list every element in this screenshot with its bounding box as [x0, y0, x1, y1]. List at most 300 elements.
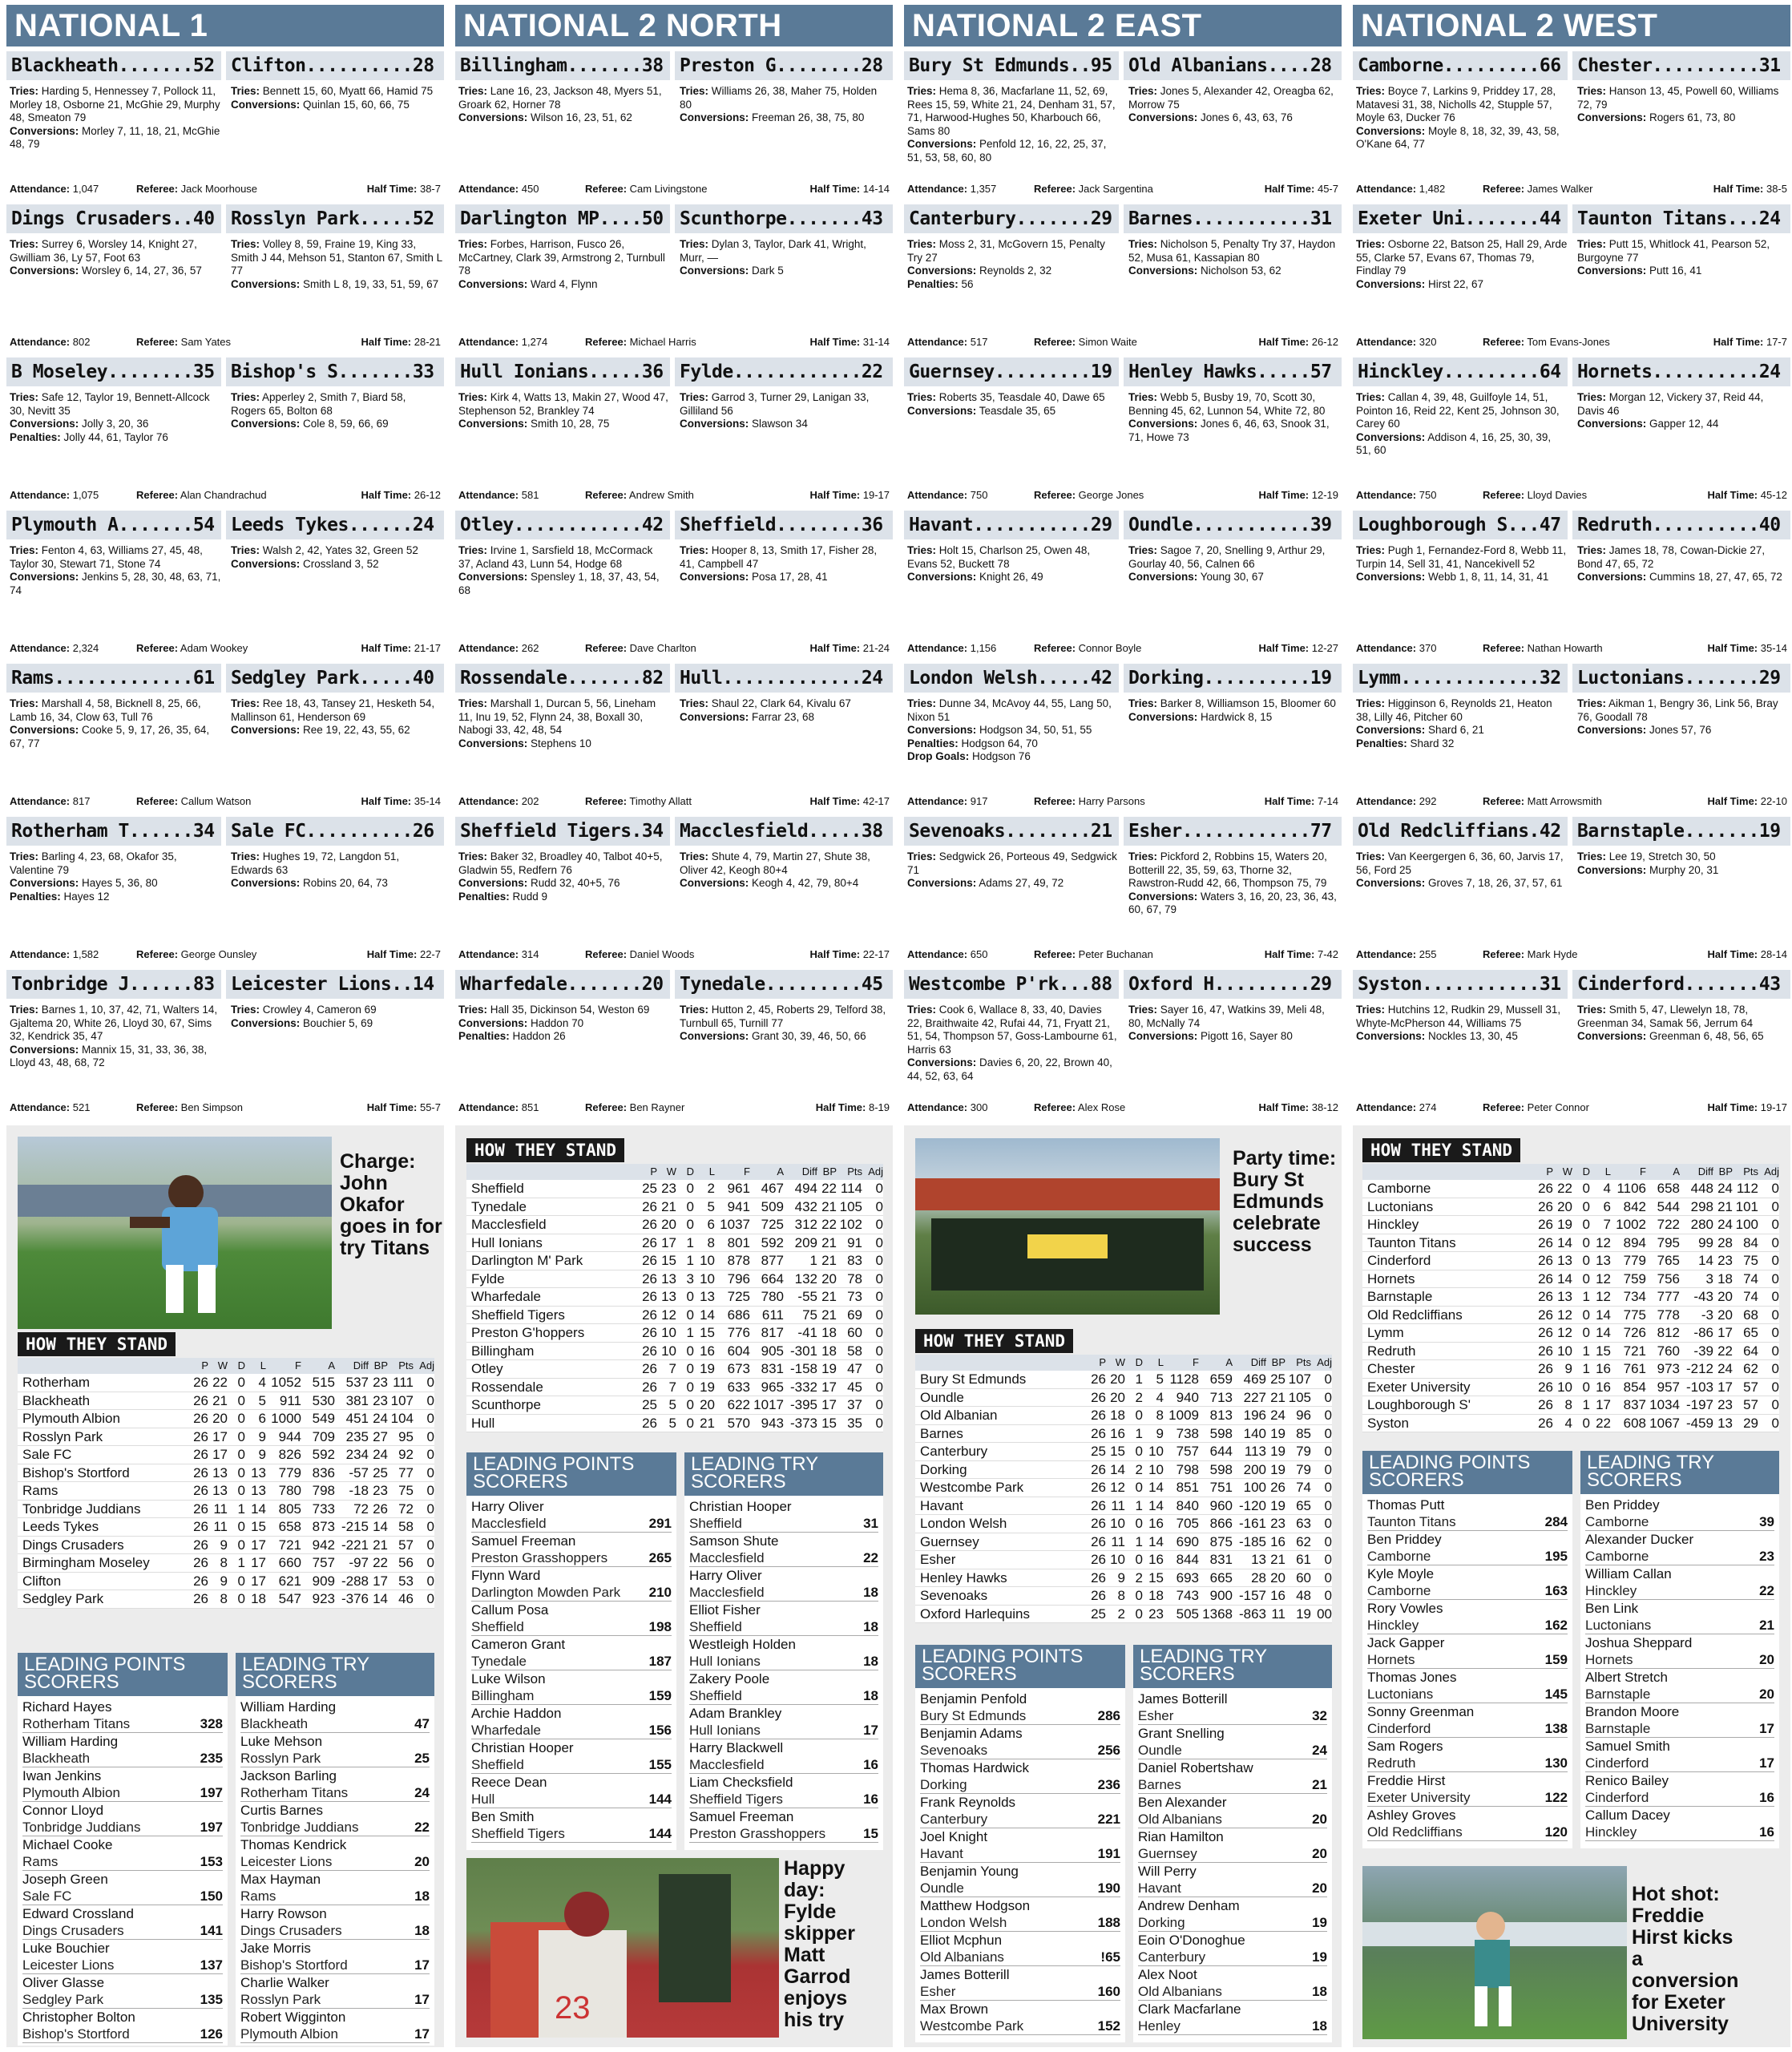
stat: 831	[761, 1361, 784, 1376]
leaders-title: LEADING TRY SCORERS	[236, 1653, 434, 1696]
leader-item	[1585, 1738, 1774, 1772]
stat: 101	[1735, 1198, 1758, 1214]
player-name: Sonny Greenman	[1367, 1704, 1475, 1719]
away-team-header	[226, 817, 444, 846]
stat: 95	[398, 1428, 414, 1444]
player-value: 130	[1544, 1755, 1568, 1771]
attendance: Attendance: 320	[1356, 336, 1437, 348]
standings-row	[466, 1307, 883, 1325]
stat: 48	[1296, 1588, 1311, 1603]
stat: 72	[353, 1501, 369, 1517]
team-name: Sevenoaks	[920, 1588, 988, 1603]
stat: 873	[312, 1519, 335, 1534]
col-header: Adj	[419, 1359, 434, 1371]
team-name: Bishop's Stortford	[22, 1464, 130, 1480]
team-name: Hull	[471, 1415, 495, 1431]
player-team: Barnstaple	[1585, 1686, 1651, 1702]
stat: 26	[1538, 1181, 1553, 1196]
stat: 0	[686, 1415, 694, 1431]
stat: 19	[700, 1361, 715, 1376]
how-they-stand-title: HOW THEY STAND	[466, 1138, 624, 1162]
stat: 608	[1623, 1415, 1646, 1431]
attendance: Attendance: 1,047	[10, 183, 99, 195]
stat: 0	[686, 1343, 694, 1359]
stat: 0	[1771, 1343, 1779, 1359]
stat: 14	[1596, 1325, 1611, 1340]
stat: 2	[1135, 1389, 1143, 1405]
stat: 1	[1582, 1361, 1590, 1376]
player-value: 17	[414, 1957, 430, 1973]
half-time: Half Time: 7-14	[1264, 795, 1338, 807]
col-header: A	[1673, 1165, 1680, 1177]
home-team-header	[1353, 817, 1568, 846]
player-value: 152	[1097, 2018, 1120, 2034]
home-team-score: Rossendale.......82	[460, 667, 664, 689]
away-team-header	[226, 664, 444, 693]
leader-names	[471, 1670, 546, 1704]
home-scorers: Tries: Moss 2, 31, McGovern 15, Penalty Try 27 Conversions: Reynolds 2, 32 Penalties: 56	[907, 238, 1105, 290]
leader-names	[1585, 1669, 1668, 1703]
player-team: Dings Crusaders	[22, 1923, 124, 1938]
stat: 26	[642, 1307, 657, 1323]
attendance: Attendance: 1,482	[1356, 183, 1446, 195]
stat: 11	[213, 1501, 228, 1517]
away-scorers: Tries: Webb 5, Busby 19, 70, Scott 30, Benning 45, 62, Lunnon 54, White 72, 80 Conversions: Jones 6, 46, 63, Snook 31, 71, Howe 73	[1128, 391, 1330, 443]
half-time: Half Time: 7-42	[1264, 948, 1338, 960]
stat: 75	[1743, 1253, 1758, 1268]
home-team-header	[1353, 204, 1568, 233]
player-team: Hinckley	[1367, 1618, 1419, 1633]
stat: 23	[1270, 1516, 1285, 1531]
leader-names	[471, 1705, 561, 1739]
leader-names	[1367, 1772, 1470, 1806]
stat: 686	[727, 1307, 750, 1323]
match-result	[904, 357, 1342, 510]
away-scorers: Tries: Ree 18, 43, Tansey 21, Hesketh 54, Mallinson 61, Henderson 69 Conversions: Ree 19, 22, 43, 55, 62	[231, 697, 435, 736]
stat: -197	[1685, 1397, 1713, 1412]
attendance: Attendance: 750	[907, 489, 988, 501]
leader-names	[1585, 1738, 1670, 1771]
referee: Referee: James Walker	[1483, 183, 1593, 195]
player-name: Alex Noot	[1138, 1967, 1197, 1982]
player-team: Cinderford	[1367, 1721, 1431, 1736]
player-value: 17	[863, 1723, 878, 1738]
match-footer	[458, 795, 890, 810]
stat: 8	[1156, 1408, 1164, 1423]
half-time: Half Time: 42-17	[809, 795, 890, 807]
stat: 4	[1603, 1181, 1611, 1196]
stat: 660	[278, 1555, 301, 1570]
leader-names	[920, 1794, 1015, 1828]
leader-names	[240, 1699, 336, 1732]
stat: 11	[1111, 1533, 1125, 1549]
attendance: Attendance: 851	[458, 1101, 539, 1113]
away-scorers: Tries: Hutton 2, 45, Roberts 29, Telford 38, Turnbull 65, Turnill 77 Conversions: Grant 30, 39, 46, 50, 66	[680, 1004, 886, 1042]
stat: 941	[727, 1198, 750, 1214]
match-footer	[10, 489, 441, 503]
leader-names	[471, 1739, 574, 1773]
stat: 8	[220, 1555, 228, 1570]
stat: 114	[840, 1181, 862, 1196]
stat: 0	[426, 1519, 434, 1534]
stat: 831	[1209, 1552, 1233, 1567]
player-team: Old Albanians	[1138, 1984, 1222, 1999]
stat: 709	[312, 1428, 335, 1444]
leaders-box	[236, 1653, 434, 2046]
leader-item	[1138, 1725, 1327, 1759]
stat: 17	[251, 1573, 266, 1589]
stat: 0	[1582, 1253, 1590, 1268]
away-scorers: Tries: Hughes 19, 72, Langdon 51, Edwards 63 Conversions: Robins 20, 64, 73	[231, 850, 400, 889]
stat: 26	[1538, 1217, 1553, 1232]
referee: Referee: George Ounsley	[136, 948, 257, 960]
standings-row	[18, 1392, 434, 1411]
away-team-header	[226, 51, 444, 80]
player-team: Camborne	[1367, 1583, 1431, 1598]
player-name: Benjamin Penfold	[920, 1691, 1027, 1707]
leader-names	[1367, 1565, 1434, 1599]
player-team: Tynedale	[471, 1654, 527, 1669]
player-value: 197	[200, 1785, 223, 1800]
team-name: London Welsh	[920, 1516, 1007, 1531]
home-scorers: Tries: Hema 8, 36, Macfarlane 11, 52, 69, Rees 15, 59, White 21, 24, Denham 31, 57, 71, Harwood-Hughes 50, Kharbouch 66, Sams 80 Conversions: Penfold 12, 16, 22, 25, 37, 51, 53, 58, 60, 80	[907, 85, 1116, 164]
stat: 9	[258, 1447, 266, 1462]
team-name: Macclesfield	[471, 1217, 547, 1232]
stat: 0	[875, 1234, 883, 1250]
player-name: Joshua Sheppard	[1585, 1635, 1693, 1650]
stat: 759	[1623, 1270, 1646, 1287]
col-header: F	[1640, 1165, 1646, 1177]
home-team-header	[1353, 664, 1568, 693]
player-name: Grant Snelling	[1138, 1726, 1225, 1741]
player-value: 284	[1544, 1514, 1568, 1529]
player-team: Leicester Lions	[240, 1854, 333, 1869]
leader-names	[22, 1836, 112, 1870]
away-team-score: Oxford H.........29	[1128, 973, 1332, 995]
player-name: Liam Checksfield	[689, 1775, 793, 1790]
player-value: 18	[414, 1888, 430, 1904]
col-header: F	[295, 1359, 301, 1371]
player-value: 21	[1759, 1618, 1774, 1633]
standings-row	[915, 1371, 1332, 1389]
player-team: Camborne	[1585, 1549, 1649, 1564]
stat: 24	[373, 1411, 388, 1426]
leader-names	[22, 1940, 114, 1973]
team-name: Dings Crusaders	[22, 1537, 124, 1553]
leader-names	[689, 1774, 793, 1808]
leader-item	[1585, 1497, 1774, 1531]
leader-item	[1367, 1531, 1568, 1565]
referee: Referee: Simon Waite	[1034, 336, 1137, 348]
stat: 1	[1135, 1497, 1143, 1513]
stat: 78	[847, 1270, 862, 1287]
league-title: NATIONAL 1	[6, 5, 444, 46]
player-team: Tonbridge Juddians	[240, 1820, 359, 1835]
leaders-box	[915, 1645, 1125, 2042]
stat: 4	[1156, 1389, 1164, 1405]
player-name: William Callan	[1585, 1566, 1672, 1581]
stat: 13	[1717, 1415, 1733, 1431]
player-team: Luctonians	[1585, 1618, 1652, 1633]
attendance: Attendance: 450	[458, 183, 539, 195]
home-scorers: Tries: Pugh 1, Fernandez-Ford 8, Webb 11, Turpin 14, Sell 31, 41, Nancekivell 52 Conversions: Webb 1, 8, 11, 14, 31, 41	[1356, 544, 1567, 583]
leader-item	[240, 1802, 430, 1836]
stat: 1368	[1202, 1606, 1233, 1622]
away-team-header	[1124, 51, 1342, 80]
stat: 0	[875, 1397, 883, 1412]
stat: 1	[686, 1234, 694, 1250]
stat: 775	[1623, 1307, 1646, 1323]
leader-item	[1585, 1600, 1774, 1634]
player-name: Samuel Freeman	[689, 1809, 794, 1824]
stat: 795	[1657, 1234, 1680, 1250]
stat: 598	[1209, 1425, 1233, 1441]
match-footer	[458, 489, 890, 503]
col-header: W	[217, 1359, 228, 1371]
player-team: Hinckley	[1585, 1583, 1637, 1598]
stat: -221	[341, 1537, 369, 1553]
match-result	[6, 970, 444, 1122]
stat: 911	[279, 1392, 301, 1408]
standings-row	[18, 1410, 434, 1428]
match-result	[6, 357, 444, 510]
stat: 26	[193, 1519, 208, 1534]
away-team-score: Scunthorpe.......43	[680, 208, 883, 229]
player-team: Leicester Lions	[22, 1957, 115, 1973]
stat: 0	[426, 1555, 434, 1570]
stat: 2	[1135, 1569, 1143, 1585]
home-scorers: Tries: Boyce 7, Larkins 9, Priddey 17, 28, Matavesi 31, 38, Nicholls 42, Stupple 57, Moyle 63, Ducker 76 Conversions: Moyle 8, 18, 32, 39, 43, 58, O'Kane 64, 77	[1356, 85, 1560, 150]
leader-names	[22, 1733, 118, 1767]
player-value: 20	[1759, 1686, 1774, 1702]
col-header: D	[1135, 1356, 1143, 1368]
standings-row	[1362, 1343, 1779, 1361]
stat: 20	[1270, 1569, 1285, 1585]
player-value: 160	[1097, 1984, 1120, 1999]
leaders-title: LEADING TRY SCORERS	[1580, 1451, 1779, 1494]
stat: 776	[727, 1325, 750, 1340]
stat: 10	[700, 1270, 715, 1287]
stat: 107	[1288, 1371, 1311, 1387]
player-team: Bury St Edmunds	[920, 1708, 1027, 1723]
referee: Referee: Peter Connor	[1483, 1101, 1589, 1113]
leader-item	[689, 1533, 878, 1567]
standings-row	[466, 1343, 883, 1361]
player-team: Barnstaple	[1585, 1721, 1651, 1736]
col-header: W	[666, 1165, 676, 1177]
leader-item	[22, 1699, 223, 1733]
leader-names	[471, 1636, 565, 1670]
leader-item	[240, 1733, 430, 1767]
player-name: Elliot Mcphun	[920, 1933, 1003, 1948]
stat: 19	[1296, 1606, 1311, 1622]
away-team-score: Sedgley Park.....40	[231, 667, 434, 689]
leaders-box	[18, 1653, 228, 2046]
stat: 26	[193, 1411, 208, 1426]
stat: 693	[1176, 1569, 1199, 1585]
attendance: Attendance: 1,357	[907, 183, 997, 195]
home-team-header	[455, 204, 670, 233]
stat: 1017	[753, 1397, 784, 1412]
player-team: Old Albanians	[1138, 1812, 1222, 1827]
away-team-score: Barnstaple.......19	[1577, 820, 1781, 842]
home-team-header	[6, 357, 221, 386]
player-value: 256	[1097, 1743, 1120, 1758]
stat: 15	[1596, 1343, 1611, 1359]
stat: 62	[1296, 1533, 1311, 1549]
leader-names	[22, 1802, 140, 1836]
stat: 26	[193, 1464, 208, 1480]
stat: 0	[426, 1447, 434, 1462]
stat: 1	[237, 1555, 245, 1570]
player-name: Luke Mehson	[240, 1734, 323, 1749]
team-name: Tonbridge Juddians	[22, 1501, 141, 1517]
leader-item	[1367, 1565, 1568, 1600]
match-result	[1353, 204, 1790, 357]
home-scorers: Tries: Irvine 1, Sarsfield 18, McCormack 37, Acland 43, Lunn 54, Hodge 68 Conversions: Spensley 1, 18, 37, 43, 54, 68	[458, 544, 660, 596]
match-result	[455, 817, 893, 969]
stat: 722	[1657, 1217, 1680, 1232]
stat: 960	[1209, 1497, 1233, 1513]
stat: 11	[213, 1519, 228, 1534]
stat: 5	[1156, 1371, 1164, 1387]
half-time: Half Time: 22-10	[1707, 795, 1787, 807]
stat: 0	[426, 1501, 434, 1517]
leader-item	[1585, 1565, 1774, 1600]
stat: 0	[1135, 1444, 1143, 1459]
home-team-header	[6, 664, 221, 693]
player-team: Hornets	[1367, 1652, 1415, 1667]
player-team: Plymouth Albion	[22, 1785, 120, 1800]
stat: 12	[1596, 1270, 1611, 1287]
stat: 5	[707, 1198, 715, 1214]
player-value: 141	[200, 1923, 223, 1938]
player-name: Robert Wigginton	[240, 2010, 346, 2025]
stat: 726	[1623, 1325, 1646, 1340]
stat: 965	[761, 1379, 784, 1395]
home-team-score: Sevenoaks........21	[909, 820, 1112, 842]
player-value: 155	[648, 1757, 672, 1772]
leaders-box	[1580, 1451, 1779, 1848]
player-name: Callum Dacey	[1585, 1808, 1670, 1823]
leader-names	[471, 1498, 547, 1532]
stat: -212	[1685, 1361, 1713, 1376]
standings-row	[466, 1216, 883, 1234]
stat: 961	[727, 1181, 750, 1196]
stat: 909	[312, 1573, 335, 1589]
leader-names	[1367, 1634, 1444, 1668]
half-time: Half Time: 8-19	[815, 1101, 890, 1113]
player-team: Canterbury	[1138, 1949, 1206, 1965]
away-scorers: Tries: Morgan 12, Vickery 37, Reid 44, Davis 46 Conversions: Gapper 12, 44	[1577, 391, 1764, 430]
player-value: 31	[863, 1516, 878, 1531]
stat: 780	[278, 1483, 301, 1498]
leader-names	[1138, 1725, 1225, 1759]
stat: 63	[1296, 1516, 1311, 1531]
half-time: Half Time: 26-12	[361, 489, 441, 501]
team-name: Billingham	[471, 1343, 535, 1359]
col-header: Adj	[1317, 1356, 1332, 1368]
leader-item	[689, 1602, 878, 1636]
player-name: Jack Gapper	[1367, 1635, 1445, 1650]
stat: 20	[1557, 1198, 1572, 1214]
stat: 6	[707, 1217, 715, 1232]
col-header: Diff	[353, 1359, 369, 1371]
leader-names	[920, 1863, 1019, 1896]
player-value: 32	[1312, 1708, 1327, 1723]
away-team-header	[226, 511, 444, 539]
attendance: Attendance: 1,582	[10, 948, 99, 960]
standings-row	[915, 1551, 1332, 1569]
attendance: Attendance: 521	[10, 1101, 91, 1113]
league-title: NATIONAL 2 EAST	[904, 5, 1342, 46]
referee: Referee: Tom Evans-Jones	[1483, 336, 1610, 348]
league-title: NATIONAL 2 WEST	[1353, 5, 1790, 46]
stat: 26	[1538, 1379, 1553, 1395]
stat: 24	[373, 1447, 388, 1462]
away-team-score: Old Albanians....28	[1128, 55, 1332, 76]
away-team-score: Dorking..........19	[1128, 667, 1332, 689]
home-team-header	[904, 511, 1119, 539]
stat: 10	[1557, 1343, 1572, 1359]
home-scorers: Tries: Kirk 4, Watts 13, Makin 27, Wood 47, Stephenson 52, Brankley 74 Conversions: Smith 10, 28, 75	[458, 391, 668, 430]
player-value: 221	[1097, 1812, 1120, 1827]
stat: 0	[1135, 1516, 1143, 1531]
league-title: NATIONAL 2 NORTH	[455, 5, 893, 46]
team-name: Westcombe Park	[920, 1480, 1024, 1495]
team-col	[915, 1355, 1085, 1371]
stat: 25	[373, 1464, 388, 1480]
stat: 280	[1690, 1217, 1713, 1232]
away-team-score: Oundle...........39	[1128, 514, 1332, 535]
stat: 0	[1324, 1516, 1332, 1531]
away-team-header	[226, 357, 444, 386]
stat: -161	[1238, 1516, 1266, 1531]
stat: 957	[1657, 1379, 1680, 1395]
away-team-score: Hull.............24	[680, 667, 883, 689]
stat: 96	[1296, 1408, 1311, 1423]
stat: 17	[821, 1397, 837, 1412]
stat: 25	[1091, 1606, 1106, 1622]
col-header: BP	[1271, 1356, 1285, 1368]
player-value: 126	[200, 2026, 223, 2042]
home-team-score: Guernsey.........19	[909, 361, 1112, 382]
stat: 0	[1771, 1234, 1779, 1250]
stat: 537	[345, 1375, 369, 1390]
match-result	[455, 970, 893, 1122]
player-team: Old Redcliffians	[1367, 1824, 1463, 1840]
stat: 9	[220, 1573, 228, 1589]
stat: 47	[847, 1361, 862, 1376]
team-name: Rossendale	[471, 1379, 543, 1395]
stat: 17	[212, 1447, 228, 1462]
stat: 0	[237, 1428, 245, 1444]
leaders-list	[1580, 1494, 1779, 1844]
home-team-header	[6, 511, 221, 539]
stat: 79	[1296, 1461, 1311, 1477]
stat: 26	[1538, 1253, 1553, 1268]
col-header: BP	[373, 1359, 388, 1371]
standings-row	[915, 1461, 1332, 1480]
stat: 14	[1148, 1533, 1164, 1549]
col-header: F	[744, 1165, 750, 1177]
leader-names	[689, 1808, 825, 1842]
stat: 757	[1176, 1444, 1199, 1459]
stat: 840	[1176, 1497, 1199, 1513]
standings-row	[18, 1428, 434, 1447]
home-scorers: Tries: Hall 35, Dickinson 54, Weston 69 Conversions: Haddon 70 Penalties: Haddon 26	[458, 1004, 650, 1042]
stat: 12	[1110, 1480, 1125, 1495]
